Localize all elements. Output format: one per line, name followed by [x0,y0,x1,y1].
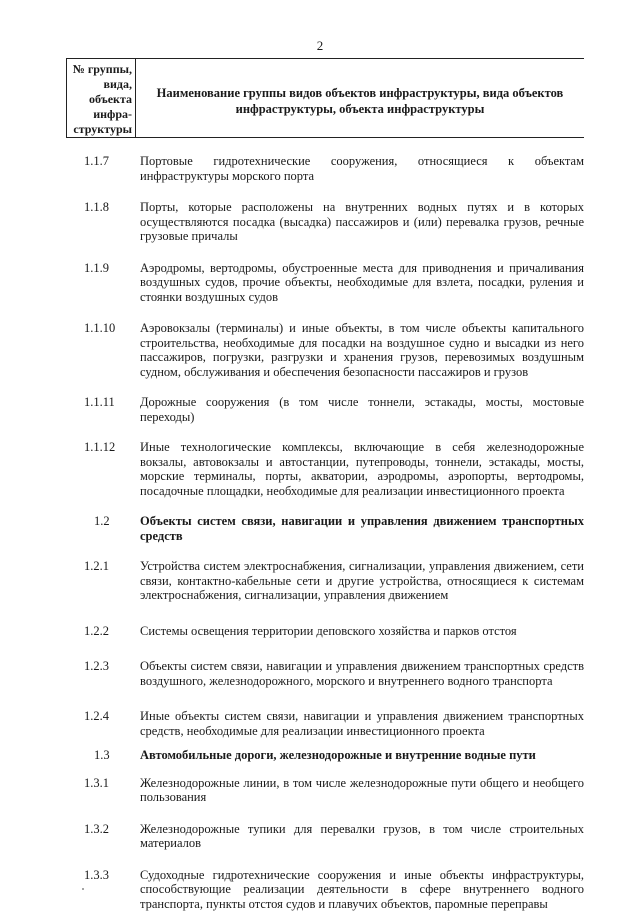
row-number: 1.1.9 [66,261,140,305]
row-number: 1.1.12 [66,440,140,498]
section-title: Автомобильные дороги, железнодорожные и внутренние водные пути [140,748,584,763]
page-number: 2 [0,38,640,54]
section-title: Объекты систем связи, навигации и управления движением транспортных средств [140,514,584,543]
table-row [66,559,584,603]
row-number: 1.2.4 [66,709,140,738]
header-column-number: № группы, вида, объекта инфра- структуры [66,59,136,137]
scan-artifact [82,888,84,890]
row-number: 1.3.3 [66,868,140,911]
row-text: Аэродромы, вертодромы, обустроенные места для приводнения и причаливания воздушных судов, прочие объекты, необходимые для взлета, посадки, руления и стоянки воздушных судов [140,261,584,305]
table-row [66,154,584,183]
row-number: 1.2.2 [66,624,140,639]
row-number: 1.1.11 [66,395,140,424]
row-number: 1.1.10 [66,321,140,379]
row-text: Иные объекты систем связи, навигации и управления движением транспортных средств, необходимые для реализации инвестиционного проекта [140,709,584,738]
table-row [66,822,584,851]
row-text: Объекты систем связи, навигации и управления движением транспортных средств воздушного, железнодорожного, морского и внутреннего водного транспорта [140,659,584,688]
table-header [66,58,584,138]
row-text: Иные технологические комплексы, включающие в себя железнодорожные вокзалы, автовокзалы и автостанции, путепроводы, тоннели, эстакады, мосты, морские терминалы, порты, акватории, аэродромы, аэропорты, вертодромы, посадочные площадки, необходимые для реализации инвестиционного проекта [140,440,584,498]
row-text: Порты, которые расположены на внутренних водных путях и в которых осуществляются посадка (высадка) пассажиров и (или) перевалка грузов, речные грузовые причалы [140,200,584,244]
row-number: 1.1.8 [66,200,140,244]
row-text: Устройства систем электроснабжения, сигнализации, управления движением, сети связи, контактно-кабельные сети и другие устройства, относящиеся к системам электроснабжения, сигнализации, управления движением [140,559,584,603]
section-row [66,748,584,763]
row-number: 1.2.1 [66,559,140,603]
row-text: Дорожные сооружения (в том числе тоннели, эстакады, мосты, мостовые переходы) [140,395,584,424]
row-number: 1.1.7 [66,154,140,183]
table-row [66,395,584,424]
row-number: 1.2 [66,514,140,543]
row-text: Системы освещения территории деповского хозяйства и парков отстоя [140,624,584,639]
table-row [66,440,584,498]
table-row [66,659,584,688]
table-row [66,776,584,805]
table-body [66,154,584,911]
row-text: Портовые гидротехнические сооружения, относящиеся к объектам инфраструктуры морского порта [140,154,584,183]
header-column-name: Наименование группы видов объектов инфраструктуры, вида объектов инфраструктуры, объекта инфраструктуры [136,59,584,137]
row-number: 1.3.2 [66,822,140,851]
table-row [66,709,584,738]
table-row [66,200,584,244]
row-text: Аэровокзалы (терминалы) и иные объекты, в том числе объекты капитального строительства, необходимые для посадки на воздушное судно и высадки из него пассажиров, погрузки, разгрузки и хранения грузов, перевозимых воздушным судном, обслуживания и обеспечения безопасности пассажиров и грузов [140,321,584,379]
table-row [66,261,584,305]
row-text: Железнодорожные линии, в том числе железнодорожные пути общего и необщего пользования [140,776,584,805]
row-text: Судоходные гидротехнические сооружения и иные объекты инфраструктуры, способствующие реализации деятельности в сфере внутреннего водного транспорта, пункты отстоя судов и плавучих объектов, паромные переправы [140,868,584,911]
table-row [66,321,584,379]
table-row [66,868,584,911]
row-number: 1.2.3 [66,659,140,688]
row-text: Железнодорожные тупики для перевалки грузов, в том числе строительных материалов [140,822,584,851]
table-row [66,624,584,639]
row-number: 1.3 [66,748,140,763]
row-number: 1.3.1 [66,776,140,805]
section-row [66,514,584,543]
